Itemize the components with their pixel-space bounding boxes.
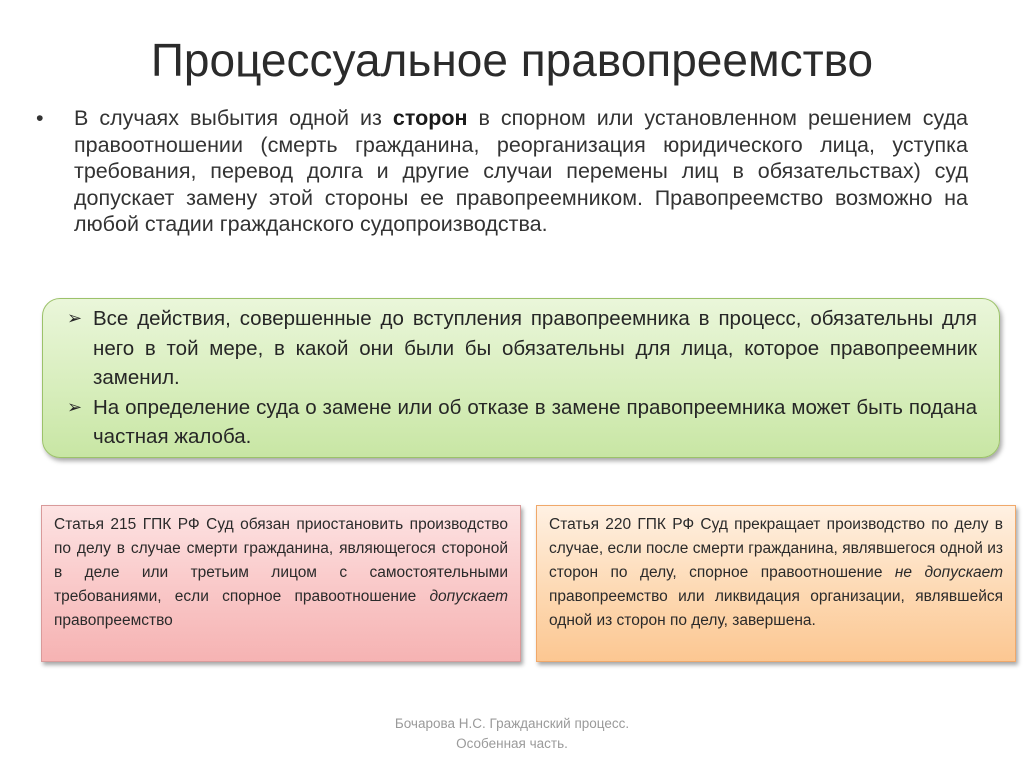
slide-title: Процессуальное правопреемство [150,34,874,86]
article-220-text-end: правопреемство или ликвидация организации, являвшейся одной из сторон по делу, завершена. [549,588,1003,629]
arrow-bullet-icon: ➢ [67,396,83,418]
article-220-text-start: Статья 220 ГПК РФ Суд прекращает производство по делу в случае, если после смерти гражданина, являвшегося одной из сторон по делу, спорное правоотношение [549,516,1003,581]
article-215-text-start: Статья 215 ГПК РФ Суд обязан приостановить производство по делу в случае смерти гражданина, являющегося стороной в деле или третьим лицом с самостоятельными требованиями, если спорное правоотношение [54,516,508,605]
arrow-bullet-icon: ➢ [67,308,83,329]
consequence-text: Все действия, совершенные до вступления правопреемника в процесс, обязательны для него в той мере, в какой они были бы обязательны для лица, которое правопреемник заменил. [93,307,977,389]
consequences-box [42,298,1000,458]
bullet-marker: • [36,106,44,130]
article-220-note [536,505,1016,662]
article-220-italic: не допускает [894,564,1003,581]
consequence-item [67,393,977,452]
main-bullet-bold-word: сторон [392,106,468,130]
article-215-text-end: правопреемство [54,612,173,629]
footer-line-author: Бочарова Н.С. Гражданский процесс. [394,716,630,731]
consequence-item [67,304,977,393]
consequence-text: На определение суда о замене или об отказе в замене правопреемника может быть подана частная жалоба. [93,395,977,448]
article-215-italic: допускает [429,588,508,605]
main-bullet-text [74,105,968,238]
footer-line-part: Особенная часть. [456,736,568,751]
footer-credit [0,714,1024,754]
main-bullet [28,105,968,238]
main-bullet-text-end: в спорном или установленном решением суда правоотношении (смерть гражданина, реорганизация юридического лица, уступка требования, перевод долга и другие случаи перемены лиц в обязательствах) суд допускает замену этой стороны ее правопреемником. Правопреемство возможно на любой стадии гражданского судопроизводства. [74,106,968,236]
article-215-note [41,505,521,662]
main-bullet-text-start: В случаях выбытия одной из [74,106,393,130]
